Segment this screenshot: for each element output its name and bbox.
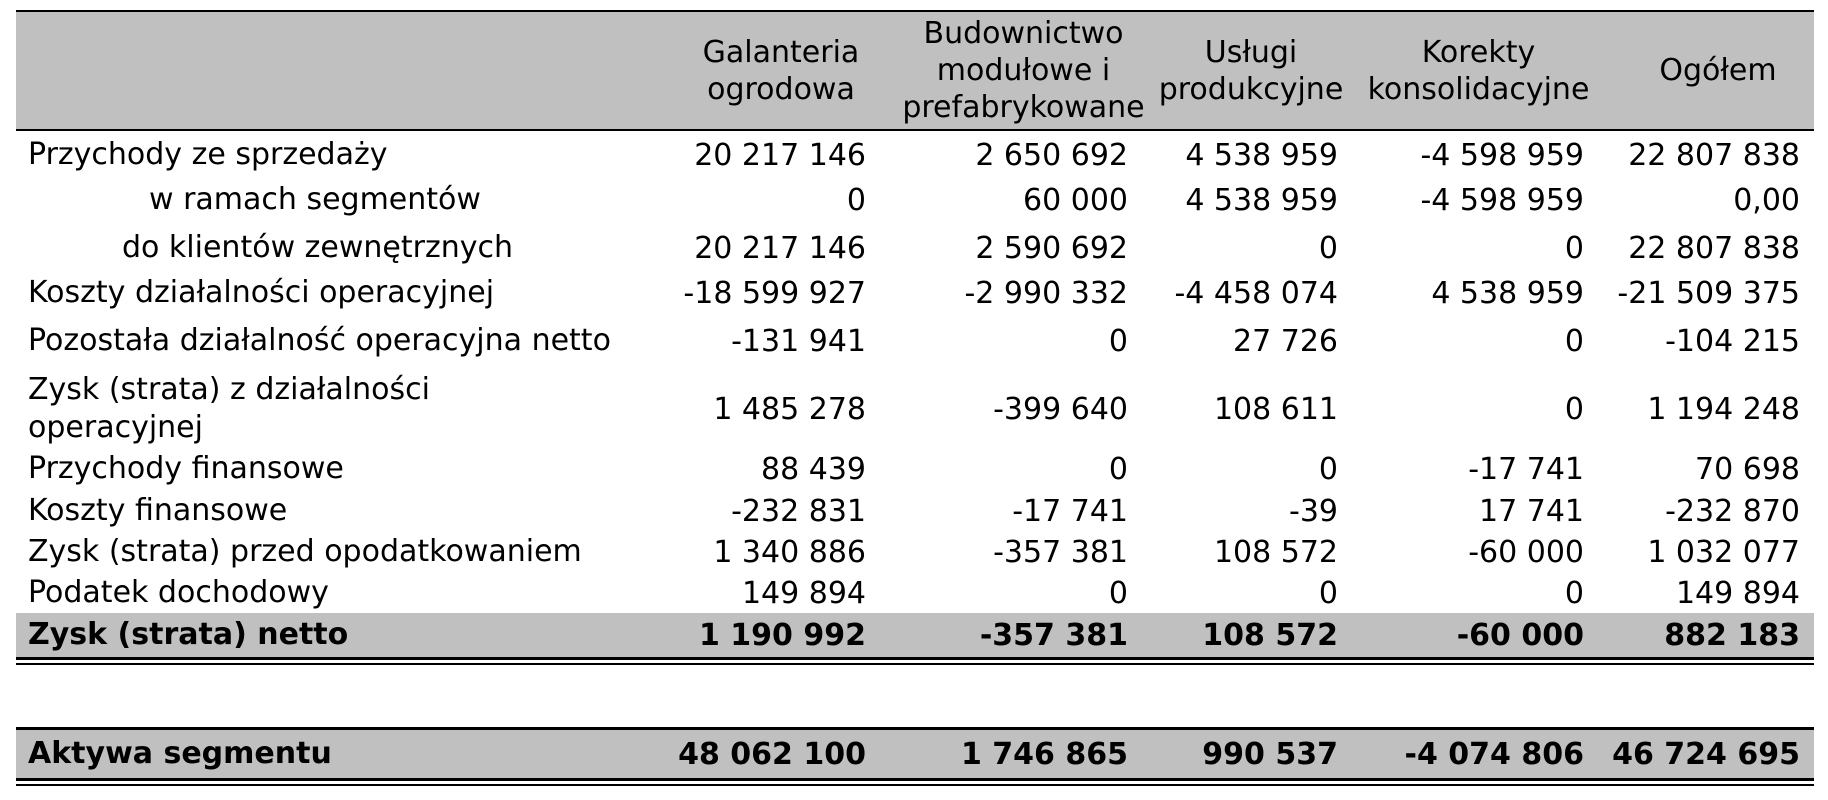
- cell-value: -4 598 959: [1420, 137, 1584, 173]
- cell-value: -4 458 074: [1174, 275, 1338, 311]
- cell-value: 2 650 692: [975, 137, 1128, 173]
- cell-value: 88 439: [761, 451, 866, 487]
- cell-value: 4 538 959: [1185, 137, 1338, 173]
- cell-value: 0,00: [1733, 182, 1800, 218]
- table-row-zysk-przed-opodatkowaniem: [16, 531, 1814, 573]
- cell-value: 0: [1564, 323, 1584, 359]
- table-row-w-ramach-segmentow: [16, 179, 1814, 221]
- cell-value: -4 074 806: [1404, 736, 1584, 772]
- cell-value: 1 194 248: [1647, 391, 1800, 427]
- header-galanteria-ogrodowa: Galanteria ogrodowa: [702, 34, 860, 107]
- row-label: Zysk (strata) przed opodatkowaniem: [28, 534, 582, 569]
- table-row-zysk-netto: [16, 613, 1814, 657]
- cell-value: 1 746 865: [960, 736, 1128, 772]
- cell-value: -399 640: [993, 391, 1128, 427]
- cell-value: 149 894: [741, 575, 866, 611]
- cell-value: 990 537: [1202, 736, 1338, 772]
- cell-value: 20 217 146: [694, 230, 866, 266]
- row-label: do klientów zewnętrznych: [122, 230, 513, 265]
- table-row-przychody-finansowe: [16, 448, 1814, 490]
- table-row-koszty-dzialalnosci-operacyjnej: [16, 272, 1814, 314]
- row-label: Przychody ze sprzedaży: [28, 137, 388, 172]
- cell-value: -21 509 375: [1617, 275, 1800, 311]
- cell-value: -357 381: [993, 534, 1128, 570]
- cell-value: 108 572: [1202, 617, 1338, 653]
- cell-value: 70 698: [1695, 451, 1800, 487]
- header-budownictwo-modulowe: Budownictwo modułowe i prefabrykowane: [902, 16, 1145, 125]
- row-label: w ramach segmentów: [149, 182, 481, 217]
- row-label: Przychody finansowe: [28, 451, 344, 486]
- header-korekty-konsolidacyjne: Korekty konsolidacyjne: [1367, 34, 1590, 107]
- header-uslugi-produkcyjne: Usługi produkcyjne: [1158, 34, 1344, 107]
- cell-value: -60 000: [1456, 617, 1584, 653]
- double-underline: [16, 657, 1814, 665]
- row-label: Zysk (strata) netto: [28, 617, 349, 652]
- row-label: Zysk (strata) z działalności operacyjnej: [28, 372, 430, 445]
- row-label: Podatek dochodowy: [28, 575, 329, 610]
- cell-value: 1 032 077: [1647, 534, 1800, 570]
- cell-value: 1 485 278: [713, 391, 866, 427]
- cell-value: -18 599 927: [683, 275, 866, 311]
- cell-value: 0: [1318, 230, 1338, 266]
- table-row-podatek-dochodowy: [16, 573, 1814, 613]
- double-underline: [16, 778, 1814, 786]
- cell-value: 60 000: [1023, 182, 1128, 218]
- cell-value: -17 741: [1012, 493, 1128, 529]
- cell-value: 17 741: [1479, 493, 1584, 529]
- cell-value: 22 807 838: [1628, 230, 1800, 266]
- cell-value: 4 538 959: [1185, 182, 1338, 218]
- table-row-do-klientow-zewnetrznych: [16, 227, 1814, 269]
- cell-value: 0: [1564, 391, 1584, 427]
- header-ogolem: Ogółem: [1659, 53, 1777, 88]
- cell-value: 20 217 146: [694, 137, 866, 173]
- cell-value: -131 941: [731, 323, 866, 359]
- cell-value: 1 190 992: [698, 617, 866, 653]
- cell-value: 0: [1318, 575, 1338, 611]
- cell-value: 0: [1564, 575, 1584, 611]
- cell-value: 882 183: [1664, 617, 1800, 653]
- cell-value: 48 062 100: [678, 736, 866, 772]
- cell-value: 0: [1108, 451, 1128, 487]
- table-row-przychody-ze-sprzedazy: [16, 134, 1814, 176]
- cell-value: 149 894: [1675, 575, 1800, 611]
- cell-value: -17 741: [1468, 451, 1584, 487]
- cell-value: -4 598 959: [1420, 182, 1584, 218]
- cell-value: -60 000: [1468, 534, 1584, 570]
- row-label: Koszty finansowe: [28, 493, 288, 528]
- cell-value: 108 572: [1213, 534, 1338, 570]
- cell-value: 2 590 692: [975, 230, 1128, 266]
- cell-value: 4 538 959: [1431, 275, 1584, 311]
- cell-value: -357 381: [979, 617, 1128, 653]
- table-row-pozostala-dzialalnosc-operacyjna: [16, 320, 1814, 362]
- row-label: Pozostała działalność operacyjna netto: [28, 323, 611, 358]
- cell-value: 0: [1318, 451, 1338, 487]
- cell-value: -104 215: [1665, 323, 1800, 359]
- cell-value: -232 831: [731, 493, 866, 529]
- cell-value: 22 807 838: [1628, 137, 1800, 173]
- cell-value: 27 726: [1233, 323, 1338, 359]
- cell-value: 46 724 695: [1612, 736, 1800, 772]
- cell-value: 108 611: [1213, 391, 1338, 427]
- cell-value: 0: [846, 182, 866, 218]
- row-label: Koszty działalności operacyjnej: [28, 275, 495, 310]
- cell-value: -39: [1289, 493, 1338, 529]
- table-row-koszty-finansowe: [16, 490, 1814, 532]
- cell-value: 0: [1564, 230, 1584, 266]
- cell-value: -232 870: [1665, 493, 1800, 529]
- table-row-zysk-z-dzialalnosci-operacyjnej: [16, 368, 1814, 450]
- table-row-aktywa-segmentu: [16, 730, 1814, 778]
- row-label: Aktywa segmentu: [28, 736, 332, 771]
- cell-value: -2 990 332: [964, 275, 1128, 311]
- cell-value: 0: [1108, 323, 1128, 359]
- cell-value: 0: [1108, 575, 1128, 611]
- table-header: [16, 10, 1814, 131]
- cell-value: 1 340 886: [713, 534, 866, 570]
